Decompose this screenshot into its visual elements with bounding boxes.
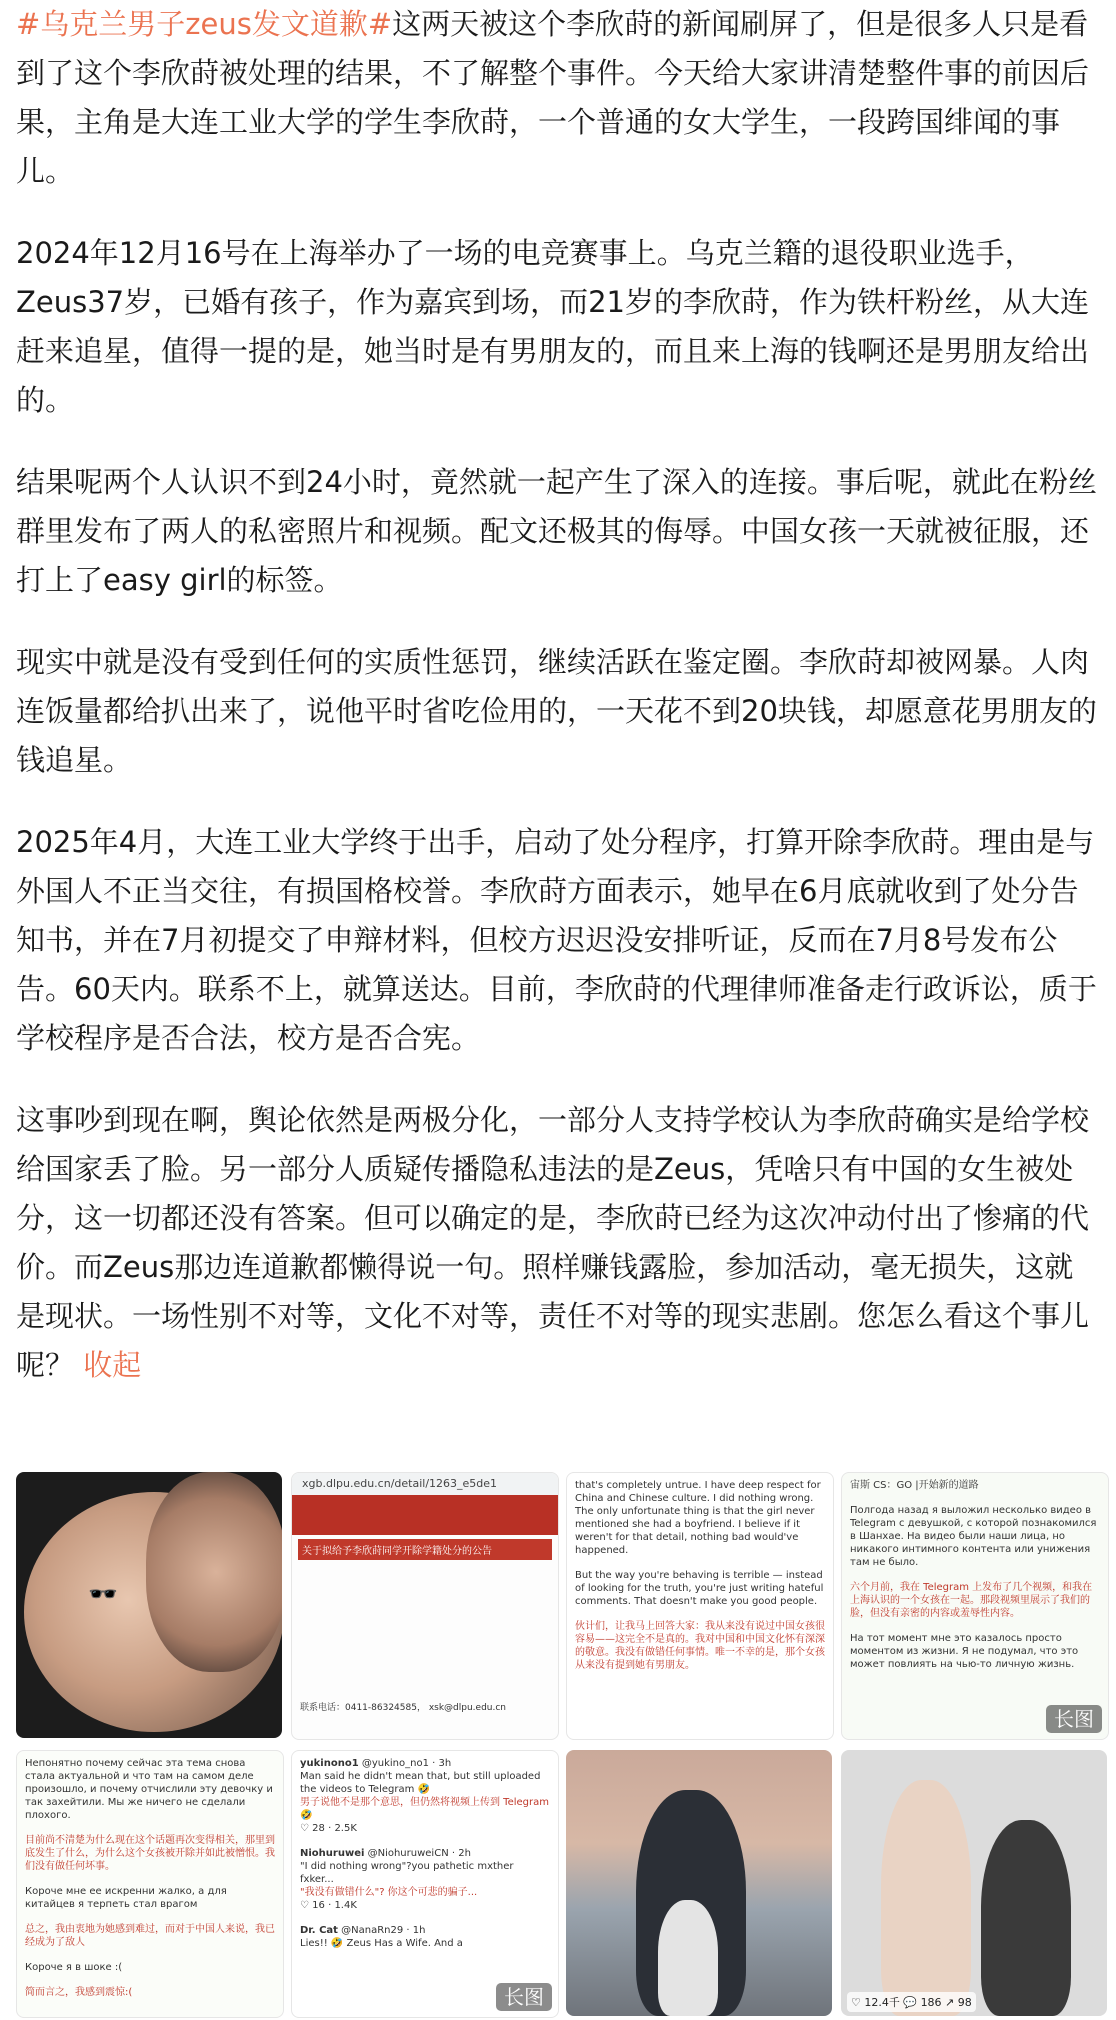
- image-stats: ♡ 12.4千 💬 186 ↗ 98: [847, 1992, 976, 2012]
- image-tile-telegram-post[interactable]: [841, 1472, 1109, 1740]
- paragraph-3: 结果呢两个人认识不到24小时，竟然就一起产生了深入的连接。事后呢，就此在粉丝群里发布了两人的私密照片和视频。配文还极其的侮辱。中国女孩一天就被征服，还打上了easy girl的标签。: [16, 465, 1097, 597]
- long-image-badge: 长图: [496, 1983, 552, 2011]
- long-image-badge: 长图: [1046, 1705, 1102, 1733]
- chat-ru: Непонятно почему сейчас эта тема снова стала актуальной и что там на самом деле произошло, и почему отчислили эту девочку и так захейтили. Мы же ничего не сделали плохого.: [25, 1758, 273, 1821]
- image-tile-selfie[interactable]: [16, 1472, 282, 1738]
- paragraph-5: 2025年4月，大连工业大学终于出手，启动了处分程序，打算开除李欣莳。理由是与外国人不正当交往，有损国格校誉。李欣莳方面表示，她早在6月底就收到了处分告知书，并在7月初提交了申辩材料，但校方迟迟没安排听证，反而在7月8号发布公告。60天内。联系不上，就算送达。目前，李欣莳的代理律师准备走行政诉讼，质于学校程序是否合法，校方是否合宪。: [16, 825, 1097, 1055]
- image-grid: [16, 1472, 1106, 2018]
- comment-count: 186: [920, 1996, 942, 2009]
- notice-headline: 关于拟给予李欣莳同学开除学籍处分的公告: [298, 1539, 552, 1560]
- paragraph-6: [16, 1096, 1102, 1390]
- share-count: 98: [957, 1996, 972, 2009]
- person-photo: [881, 1780, 971, 2016]
- comment-1-likes: 28: [312, 1823, 325, 1834]
- post-cn: 六个月前，我在 Telegram 上发布了几个视频，和我在上海认识的一个女孩在一起。那段视频里展示了我们的脸，但没有亲密的内容或羞辱性内容。: [850, 1582, 1093, 1619]
- person-photo: [658, 1900, 718, 2016]
- paragraph-6-text: 这事吵到现在啊，舆论依然是两极分化，一部分人支持学校认为李欣莳确实是给学校给国家丢了脸。另一部分人质疑传播隐私违法的是Zeus，凭啥只有中国的女生被处分，这一切都还没有答案。但可以确定的是，李欣莳已经为这次冲动付出了惨痛的代价。而Zeus那边连道歉都懒得说一句。照样赚钱露脸，参加活动，毫无损失，这就是现状。一场性别不对等，文化不对等，责任不对等的现实悲剧。您怎么看这个事儿呢？: [16, 1103, 1090, 1382]
- comment-3-handle: @NanaRn29 · 1h: [341, 1925, 426, 1936]
- comment-2-user: Niohuruwei: [300, 1848, 365, 1859]
- like-count: 12.4千: [864, 1996, 900, 2009]
- collapse-link[interactable]: 收起: [83, 1348, 142, 1382]
- translation-cn: 伙计们，让我马上回答大家：我从来没有说过中国女孩很容易——这完全不是真的。我对中国和中国文化怀有深深的敬意。我没有做错任何事情。唯一不幸的是，那个女孩从来没有提到她有男朋友。: [575, 1621, 825, 1671]
- person-photo: [981, 1820, 1071, 2016]
- comment-1-user: yukinono1: [300, 1758, 359, 1769]
- post-ru-2: На тот момент мне это казалось просто моментом из жизни. Я не подумал, что это может повлиять на чью-то личную жизнь.: [850, 1633, 1079, 1670]
- comment-1-views: 2.5K: [334, 1823, 357, 1834]
- comment-2-stats: ♡ 16 · 1.4K: [300, 1900, 357, 1911]
- hashtag-link[interactable]: #乌克兰男子zeus发文道歉#: [16, 7, 393, 41]
- chat-cn: 目前尚不清楚为什么现在这个话题再次变得相关，那里到底发生了什么，为什么这个女孩被开除并如此被憎恨。我们没有做任何坏事。: [25, 1835, 275, 1872]
- comment-1-text: Man said he didn't mean that, but still uploaded the videos to Telegram 🤣: [300, 1771, 541, 1795]
- image-tile-translation[interactable]: [566, 1472, 834, 1740]
- university-banner: [292, 1495, 558, 1535]
- comment-2: [292, 1841, 558, 1918]
- comment-2-cn: "我没有做错什么"? 你这个可悲的骗子...: [300, 1887, 478, 1898]
- post-header: 宙斯 CS：GO |开始新的道路: [850, 1480, 979, 1491]
- paragraph-1: [16, 0, 1102, 196]
- comment-1-handle: @yukino_no1 · 3h: [361, 1758, 452, 1769]
- image-tile-notice[interactable]: [291, 1472, 559, 1740]
- image-tile-chat[interactable]: [16, 1750, 284, 2018]
- image-tile-comments[interactable]: [291, 1750, 559, 2018]
- comment-1-stats: ♡ 28 · 2.5K: [300, 1823, 357, 1834]
- paragraph-4: 现实中就是没有受到任何的实质性惩罚，继续活跃在鉴定圈。李欣莳却被网暴。人肉连饭量都给扒出来了，说他平时省吃俭用的，一天花不到20块钱，却愿意花男朋友的钱追星。: [16, 645, 1097, 777]
- image-tile-mirror-selfie[interactable]: [841, 1750, 1107, 2016]
- post-text: [16, 0, 1102, 1423]
- translation-en-2: But the way you're behaving is terrible — instead of looking for the truth, you're just writing hateful comments. That doesn't make you good people.: [575, 1570, 824, 1607]
- comment-3-user: Dr. Cat: [300, 1925, 338, 1936]
- comment-1: [292, 1751, 558, 1841]
- notice-body: [292, 1564, 558, 1696]
- comment-1-cn: 男子说他不是那个意思，但仍然将视频上传到 Telegram 🤣: [300, 1797, 549, 1821]
- person-photo: [146, 1472, 282, 1672]
- paragraph-1-text: 这两天被这个李欣莳的新闻刷屏了，但是很多人只是看到了这个李欣莳被处理的结果，不了解整个事件。今天给大家讲清楚整件事的前因后果，主角是大连工业大学的学生李欣莳，一个普通的女大学生，一段跨国绯闻的事儿。: [16, 7, 1090, 188]
- comment-2-text: "I did nothing wrong"?you pathetic mxther fxker...: [300, 1861, 514, 1885]
- chat-ru-2: Короче мне ее искренни жалко, а для китайцев я терпеть стал врагом: [25, 1886, 227, 1910]
- translation-en: that's completely untrue. I have deep respect for China and Chinese culture. I did nothing wrong. The only unfortunate thing is that the girl never mentioned she had a boyfriend. I believe if it weren't for that detail, nothing bad would've happened.: [575, 1480, 821, 1556]
- sunglasses-emoji-icon: 🕶️: [88, 1580, 118, 1608]
- chat-ru-3: Короче я в шоке :(: [25, 1962, 123, 1973]
- url-bar: xgb.dlpu.edu.cn/detail/1263_e5de1: [292, 1473, 558, 1495]
- chat-cn-2: 总之，我由衷地为她感到难过，而对于中国人来说，我已经成为了敌人: [25, 1924, 275, 1948]
- image-tile-landscape[interactable]: [566, 1750, 832, 2016]
- comment-2-handle: @NiohuruweiCN · 2h: [367, 1848, 471, 1859]
- comment-3-text: Lies!! 🤣 Zeus Has a Wife. And a: [300, 1938, 463, 1949]
- comment-2-views: 1.4K: [334, 1900, 357, 1911]
- comment-3: [292, 1918, 558, 1956]
- post-ru: Полгода назад я выложил несколько видео в Telegram с девушкой, с которой познакомился в Шанхае. На видео были наши лица, но никакого интимного контента или унижения там не было.: [850, 1505, 1097, 1568]
- notice-contact: 联系电话：0411-86324585， xsk@dlpu.edu.cn: [300, 1703, 507, 1713]
- chat-cn-3: 简而言之，我感到震惊:(: [25, 1987, 133, 1998]
- paragraph-2: 2024年12月16号在上海举办了一场的电竞赛事上。乌克兰籍的退役职业选手，Zeus37岁，已婚有孩子，作为嘉宾到场，而21岁的李欣莳，作为铁杆粉丝，从大连赶来追星，值得一提的是，她当时是有男朋友的，而且来上海的钱啊还是男朋友给出的。: [16, 236, 1090, 417]
- comment-2-likes: 16: [312, 1900, 325, 1911]
